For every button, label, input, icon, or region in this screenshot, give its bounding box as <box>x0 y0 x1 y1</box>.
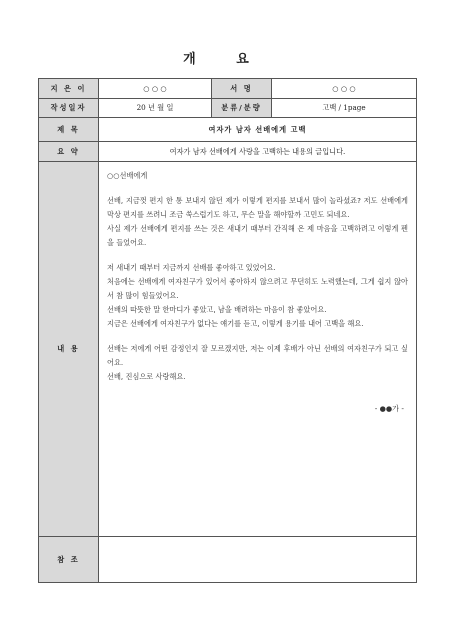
summary-value: 여자가 남자 선배에게 사랑을 고백하는 내용의 글입니다. <box>99 142 417 162</box>
author-label: 지 은 이 <box>39 79 99 99</box>
letter-paragraph: 선배, 진심으로 사랑해요. <box>107 372 186 381</box>
letter-paragraph: 처음에는 선배에게 여자친구가 있어서 좋아하지 않으려고 무던히도 노력했는데, 그게 쉽지 않아서 참 많이 힘들었어요. <box>107 277 408 300</box>
letter-signature: - ●●가 - <box>374 404 404 413</box>
subject-value: 여자가 남자 선배에게 고백 <box>99 118 417 142</box>
content-row <box>39 162 417 537</box>
summary-label: 요 약 <box>39 142 99 162</box>
letter-paragraph: 저 새내기 때부터 지금까지 선배를 좋아하고 있었어요. <box>107 263 276 272</box>
author-value: ○ ○ ○ <box>99 79 212 99</box>
letter-paragraph: 선배, 지금껏 편지 한 통 보내지 않던 제가 이렇게 편지를 보내서 많이 놀라셨죠? 저도 선배에게 막상 편지를 쓰려니 조금 쑥스럽기도 하고, 무슨 말을 해야할까 고민도 되네요. <box>107 196 408 219</box>
letter-paragraph: 선배는 저에게 어떤 감정인지 잘 모르겠지만, 저는 이제 후배가 아닌 선배의 여자친구가 되고 싶어요. <box>107 344 408 367</box>
content-body <box>99 162 417 537</box>
reference-row <box>39 537 417 583</box>
date-label: 작성일자 <box>39 99 99 118</box>
reference-value <box>99 537 417 583</box>
subject-label: 제 목 <box>39 118 99 142</box>
subject-row <box>39 118 417 142</box>
document-title: 개 요 <box>183 52 267 67</box>
letter-paragraph: 선배의 따뜻한 말 한마디가 좋았고, 남을 배려하는 마음이 참 좋았어요. <box>107 305 327 314</box>
summary-row <box>39 142 417 162</box>
signature-label: 서 명 <box>212 79 272 99</box>
letter-paragraph: 사실 제가 선배에게 편지를 쓰는 것은 새내기 때부터 간직해 온 제 마음을 고백하려고 이렇게 펜을 들었어요. <box>107 224 408 247</box>
category-label: 분류/분량 <box>212 99 272 118</box>
letter-paragraph: 지금은 선배에게 여자친구가 없다는 얘기를 듣고, 이렇게 용기를 내어 고백을 해요. <box>107 319 364 328</box>
summary-form-table <box>38 78 417 583</box>
date-value: 20 년 월 일 <box>99 99 212 118</box>
content-label: 내 용 <box>39 162 99 537</box>
signature-value: ○ ○ ○ <box>272 79 417 99</box>
date-row <box>39 99 417 118</box>
category-value: 고백 / 1page <box>272 99 417 118</box>
author-row <box>39 79 417 99</box>
letter-greeting: ○○선배에게 <box>107 171 148 180</box>
reference-label: 참 조 <box>39 537 99 583</box>
